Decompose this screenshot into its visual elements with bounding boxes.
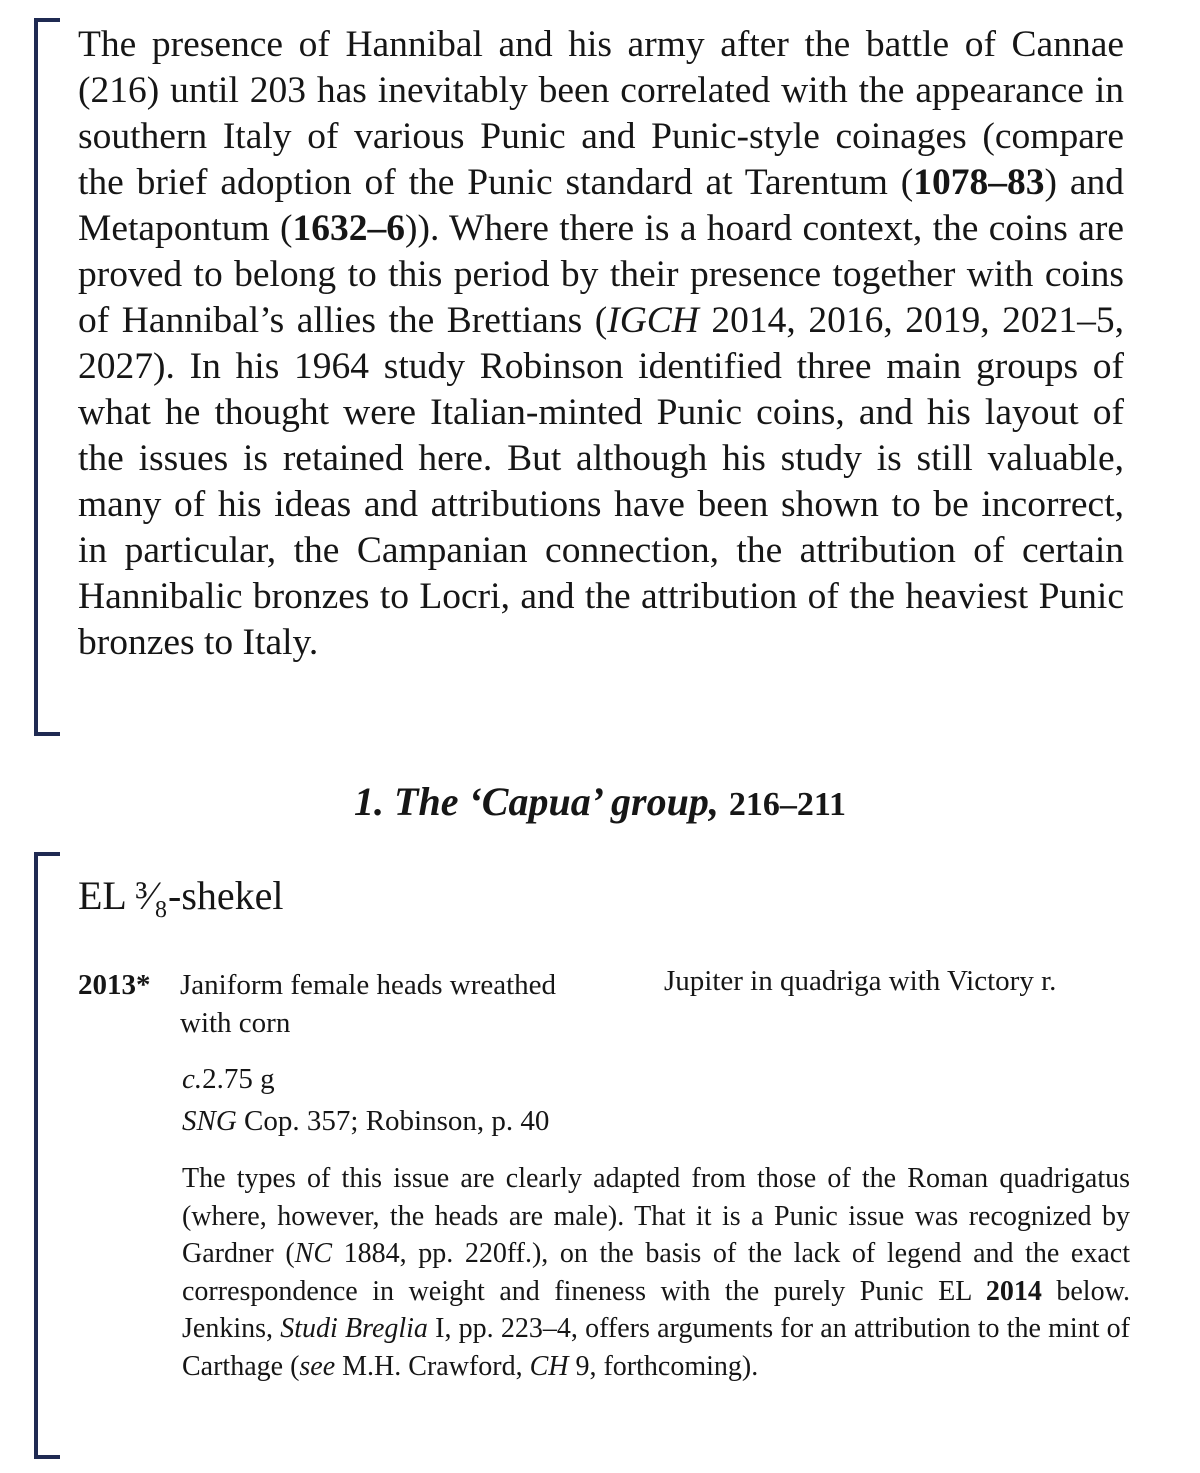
bibliographic-references: SNG Cop. 357; Robinson, p. 40	[182, 1105, 550, 1137]
ch-abbreviation: CH	[529, 1350, 569, 1382]
nc-abbreviation: NC	[294, 1238, 333, 1269]
sng-abbreviation: SNG	[182, 1105, 237, 1137]
igch-abbreviation: IGCH	[607, 300, 699, 341]
coin-weight	[182, 1060, 275, 1098]
circa-prefix: c.	[182, 1063, 203, 1095]
cross-reference-tarentum: 1078–83	[913, 162, 1045, 203]
catalogue-entry-number: 2013*	[78, 969, 151, 1001]
weight-value: 2.75 g	[202, 1063, 275, 1095]
section-heading	[0, 778, 1200, 829]
section-date-range: 216–211	[728, 786, 846, 823]
intro-paragraph: The presence of Hannibal and his army after the battle of Cannae (216) until 203 has inevitably been correlated with the appearance in southern Italy of various Punic and Punic-style coinages (compare the brief adoption of the Punic standard at Tarentum (1078–83) and Metapontum (1632–6)). Where there is a hoard context, the coins are proved to belong to this period by their presence together with coins of Hannibal’s allies the Brettians (IGCH 2014, 2016, 2019, 2021–5, 2027). In his 1964 study Robinson identified three main groups of what he thought were Italian-minted Punic coins, and his layout of the issues is retained here. But although his study is still valuable, many of his ideas and attributions have been shown to be incorrect, in particular, the Campanian connection, the attribution of certain Hannibalic bronzes to Locri, and the attribution of the heaviest Punic bronzes to Italy.	[78, 24, 1124, 663]
commentary-paragraph: The types of this issue are clearly adapted from those of the Roman quadrigatus (where, however, the heads are male). That it is a Punic issue was recognized by Gardner (NC 1884, pp. 220ff.), on the basis of the lack of legend and the exact correspondence in weight and fineness with the purely Punic EL 2014 below. Jenkins, Studi Breglia I, pp. 223–4, offers arguments for an attribution to the mint of Carthage (see M.H. Crawford, CH 9, forthcoming).	[182, 1163, 1131, 1382]
section-number: 1.	[354, 779, 385, 824]
margin-bracket-intro	[34, 18, 60, 736]
see-abbreviation: see	[299, 1350, 336, 1382]
studi-breglia-title: Studi Breglia	[280, 1313, 428, 1344]
obverse-description: Janiform female heads wreathed with corn	[180, 969, 557, 1039]
margin-bracket-entry	[34, 852, 60, 1459]
section-title: The ‘Capua’ group,	[394, 779, 719, 824]
reverse-description: Jupiter in quadriga with Victory r.	[664, 965, 1057, 997]
cross-reference-metapontum: 1632–6	[292, 208, 405, 249]
cross-reference-2014: 2014	[985, 1275, 1042, 1307]
denomination-heading: EL ³⁄₈-shekel	[78, 873, 284, 918]
